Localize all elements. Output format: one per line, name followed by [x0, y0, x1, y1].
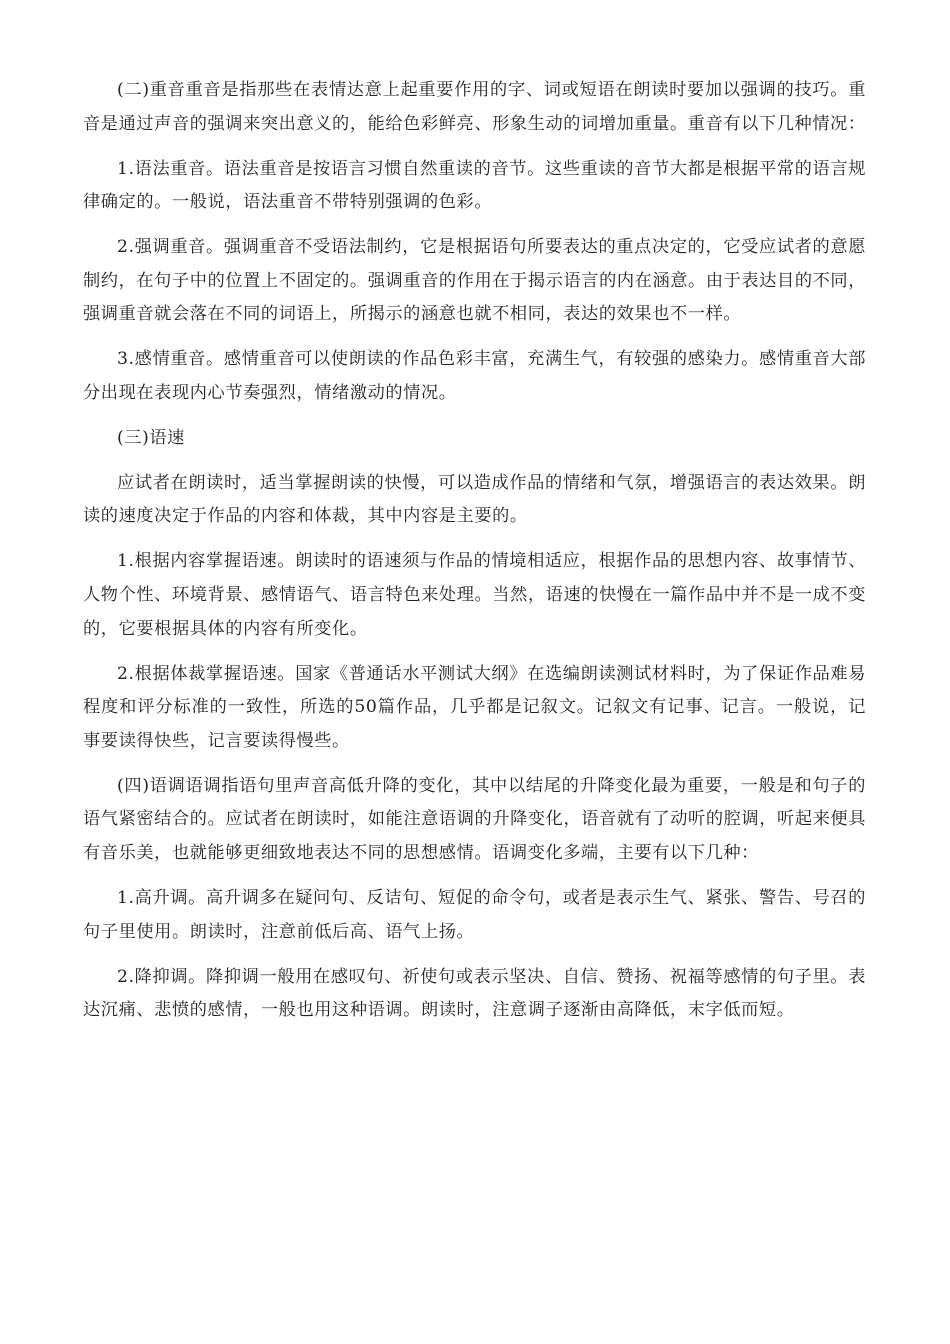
section-heading-speed: (三)语速 [117, 427, 185, 448]
paragraph-falling-tone: 2.降抑调。降抑调一般用在感叹句、祈使句或表示坚决、自信、赞扬、祝福等感情的句子里。表达沉痛、悲愤的感情，一般也用这种语调。朗读时，注意调子逐渐由高降低，末字低而短。 [83, 966, 866, 1021]
document-page [83, 74, 866, 1039]
paragraph-speed-intro: 应试者在朗读时，适当掌握朗读的快慢，可以造成作品的情绪和气氛，增强语言的表达效果。朗读的速度决定于作品的内容和体裁，其中内容是主要的。 [83, 472, 866, 527]
paragraph-speed-by-genre: 2.根据体裁掌握语速。国家《普通话水平测试大纲》在选编朗读测试材料时，为了保证作品难易程度和评分标准的一致性，所选的50篇作品，几乎都是记叙文。记叙文有记事、记言。一般说，记事要读得快些，记言要读得慢些。 [83, 663, 866, 751]
paragraph-emphatic-stress: 2.强调重音。强调重音不受语法制约，它是根据语句所要表达的重点决定的，它受应试者的意愿制约，在句子中的位置上不固定的。强调重音的作用在于揭示语言的内在涵意。由于表达目的不同，强调重音就会落在不同的词语上，所揭示的涵意也就不相同，表达的效果也不一样。 [83, 237, 866, 325]
paragraph-stress-intro: (二)重音重音是指那些在表情达意上起重要作用的字、词或短语在朗读时要加以强调的技巧。重音是通过声音的强调来突出意义的，能给色彩鲜亮、形象生动的词增加重量。重音有以下几种情况： [83, 80, 866, 134]
paragraph-emotional-stress: 3.感情重音。感情重音可以使朗读的作品色彩丰富，充满生气，有较强的感染力。感情重音大部分出现在表现内心节奏强烈，情绪激动的情况。 [83, 349, 866, 403]
paragraph-speed-by-content: 1.根据内容掌握语速。朗读时的语速须与作品的情境相适应，根据作品的思想内容、故事情节、人物个性、环境背景、感情语气、语言特色来处理。当然，语速的快慢在一篇作品中并不是一成不变的，它要根据具体的内容有所变化。 [83, 551, 866, 639]
paragraph-intonation-intro: (四)语调语调指语句里声音高低升降的变化，其中以结尾的升降变化最为重要，一般是和句子的语气紧密结合的。应试者在朗读时，如能注意语调的升降变化，语音就有了动听的腔调，听起来便具有音乐美，也就能够更细致地表达不同的思想感情。语调变化多端，主要有以下几种： [83, 775, 866, 863]
paragraph-rising-tone: 1.高升调。高升调多在疑问句、反诘句、短促的命令句，或者是表示生气、紧张、警告、号召的句子里使用。朗读时，注意前低后高、语气上扬。 [83, 887, 866, 942]
paragraph-grammatical-stress: 1.语法重音。语法重音是按语言习惯自然重读的音节。这些重读的音节大都是根据平常的语言规律确定的。一般说，语法重音不带特别强调的色彩。 [83, 158, 866, 213]
